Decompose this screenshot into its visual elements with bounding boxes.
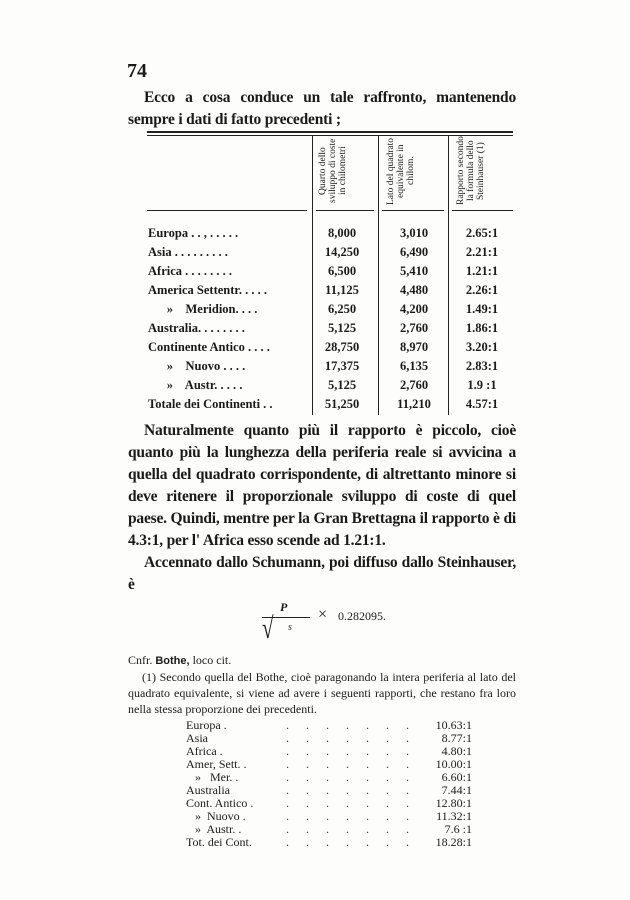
square-side: 3,010 <box>399 226 429 240</box>
ratio: 1.49:1 <box>465 302 499 316</box>
row-label: Totale dei Continenti . . <box>148 397 273 411</box>
leader-dots: ....... <box>286 731 426 745</box>
ratio: 6.60:1 <box>441 770 472 784</box>
ratio: 8.77:1 <box>441 731 472 745</box>
table-row <box>148 224 513 243</box>
square-side: 4,480 <box>399 283 429 297</box>
ratio: 10.00:1 <box>435 757 472 771</box>
coast-length: 51,250 <box>324 397 360 411</box>
square-side: 8,970 <box>399 340 429 354</box>
formula <box>262 600 462 650</box>
coast-length: 8,000 <box>327 226 357 240</box>
row-label: Asia <box>186 731 208 745</box>
footnote-reference <box>128 652 516 669</box>
ref-author: Bothe, <box>155 655 190 667</box>
row-label: » Meridion. . . . <box>148 302 258 316</box>
coast-length: 28,750 <box>324 340 360 354</box>
ratio: 4.57:1 <box>465 397 499 411</box>
leader-dots: ....... <box>286 835 426 849</box>
leader-dots: ....... <box>286 796 426 810</box>
table-row <box>148 281 513 300</box>
leader-dots: ....... <box>286 757 426 771</box>
ratio: 2.83:1 <box>465 359 499 373</box>
ratio: 1.9 :1 <box>467 378 497 392</box>
ref-prefix: Cnfr. <box>128 653 153 667</box>
row-label: Africa . <box>186 744 223 758</box>
leader-dots: ....... <box>286 809 426 823</box>
coast-length: 6,250 <box>327 302 357 316</box>
table-row <box>148 262 513 281</box>
leader-dots: ....... <box>286 744 426 758</box>
square-side: 6,135 <box>399 359 429 373</box>
footnote-table-row <box>186 836 472 849</box>
coast-length: 11,125 <box>325 283 359 297</box>
row-label: » Mer. . <box>186 770 239 784</box>
page-number: 74 <box>127 60 147 82</box>
ratio: 7.6 :1 <box>444 822 472 836</box>
ratio: 2.21:1 <box>465 245 499 259</box>
coast-length: 17,375 <box>324 359 360 373</box>
times-sign: × <box>318 606 328 623</box>
radical-sign: √ <box>262 612 274 645</box>
square-side: 11,210 <box>397 397 431 411</box>
coast-length: 6,500 <box>327 264 357 278</box>
footnote <box>128 669 516 717</box>
header-rule <box>316 210 374 211</box>
ratio: 18.28:1 <box>435 835 472 849</box>
header-square-side: Lato del quadrato equivalente in chilom. <box>386 137 416 205</box>
ratio: 3.20:1 <box>465 340 499 354</box>
formula-constant: 0.282095. <box>338 609 386 623</box>
row-label: » Austr. . . . . <box>148 378 243 392</box>
ratio: 1.21:1 <box>465 264 499 278</box>
coast-length: 5,125 <box>327 321 357 335</box>
row-label: Africa . . . . . . . . <box>148 264 233 278</box>
intro-paragraph <box>128 87 516 131</box>
paragraph-1-text: Naturalmente quanto più il rapporto è piccolo, cioè quanto più la lunghezza della periferia reale si avvicina a quella del quadrato corrispondente, di altrettanto minore si deve ritenere il proporzionale sviluppo di coste di quel paese. Quindi, mentre per la Gran Brettagna il rapporto è di 4.3:1, per l' Africa esso scende ad 1.21:1. <box>128 422 516 549</box>
header-rule <box>382 210 444 211</box>
header-rule <box>147 210 307 211</box>
footnote-text: (1) Secondo quella del Bothe, cioè paragonando la intera periferia al lato del quadrato equivalente, si viene ad avere i seguenti rapporti, che restano fra loro nella stessa proporzione dei precedenti. <box>128 670 516 716</box>
table-top-rule <box>147 131 513 133</box>
table-row <box>148 395 513 414</box>
square-side: 2,760 <box>399 321 429 335</box>
lower-content <box>128 420 516 849</box>
ratio: 2.65:1 <box>465 226 499 240</box>
leader-dots: ....... <box>286 822 426 836</box>
square-side: 2,760 <box>399 378 429 392</box>
intro-text: Ecco a cosa conduce un tale raffronto, mantenendo sempre i dati di fatto precedenti ; <box>128 89 516 128</box>
coast-length: 5,125 <box>327 378 357 392</box>
ratio: 10.63:1 <box>435 718 472 732</box>
table-row <box>148 319 513 338</box>
ratio: 1.86:1 <box>465 321 499 335</box>
formula-numerator: P <box>280 600 288 614</box>
coast-length: 14,250 <box>324 245 360 259</box>
square-side: 6,490 <box>399 245 429 259</box>
leader-dots: ....... <box>286 783 426 797</box>
row-label: » Austr. . <box>186 822 242 836</box>
ratio: 12.80:1 <box>435 796 472 810</box>
row-label: Cont. Antico . <box>186 796 254 810</box>
row-label: Europa . <box>186 718 227 732</box>
ratio: 7.44:1 <box>441 783 472 797</box>
ref-suffix: loco cit. <box>192 653 232 667</box>
header-coast-length: Quarto dello sviluppo di coste in chilometri <box>318 138 348 204</box>
row-label: Amer, Sett. . <box>186 757 247 771</box>
table-row <box>148 338 513 357</box>
paragraph-2-text: Accennato dallo Schumann, poi diffuso dallo Steinhauser, è <box>128 554 516 593</box>
paragraph-2 <box>128 552 516 596</box>
row-label: Asia . . . . . . . . . <box>148 245 228 259</box>
leader-dots: ....... <box>286 770 426 784</box>
row-label: Tot. dei Cont. <box>186 835 252 849</box>
row-label: » Nuovo . <box>186 809 246 823</box>
ratio: 4.80:1 <box>441 744 472 758</box>
row-label: Europa . . , . . . . . <box>148 226 239 240</box>
ratio: 11.32:1 <box>436 809 472 823</box>
row-label: » Nuovo . . . . <box>148 359 246 373</box>
square-side: 4,200 <box>399 302 429 316</box>
square-side: 5,410 <box>399 264 429 278</box>
row-label: Continente Antico . . . . <box>148 340 270 354</box>
formula-radicand: s <box>288 622 292 633</box>
row-label: Australia <box>186 783 230 797</box>
leader-dots: ....... <box>286 718 426 732</box>
row-label: America Settentr. . . . . <box>148 283 267 297</box>
table-row <box>148 243 513 262</box>
paragraph-1 <box>128 420 516 552</box>
table-row <box>148 376 513 395</box>
table-row <box>148 357 513 376</box>
row-label: Australia. . . . . . . . <box>148 321 245 335</box>
header-rule <box>452 210 513 211</box>
ratio: 2.26:1 <box>465 283 499 297</box>
header-ratio: Rapporto secondo la formula dello Steinhauser (1) <box>456 136 486 206</box>
footnote-table <box>128 719 516 849</box>
table-row <box>148 300 513 319</box>
